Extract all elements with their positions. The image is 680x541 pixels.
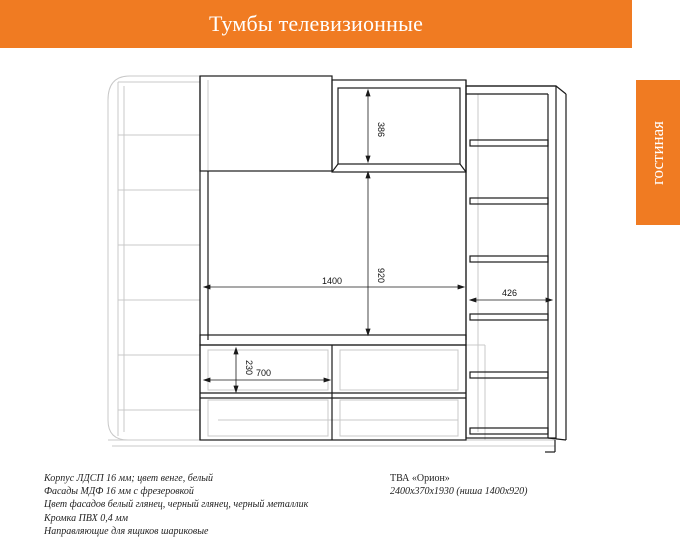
dim-niche-width: 1400 xyxy=(322,276,343,286)
upper-niche-box xyxy=(332,80,466,172)
dim-niche-height: 920 xyxy=(376,268,386,284)
spec-line: Направляющие для ящиков шариковые xyxy=(44,525,209,537)
specs-list xyxy=(44,472,308,538)
dim-drawer-width: 700 xyxy=(256,368,272,378)
category-tab-label: гостиная xyxy=(648,120,668,185)
model-info xyxy=(390,472,528,498)
dim-right-cabinet-width: 426 xyxy=(502,288,518,298)
spec-line: Корпус ЛДСП 16 мм; цвет венге, белый xyxy=(44,473,214,484)
upper-left-box xyxy=(200,76,332,171)
dim-top-shelf-height: 386 xyxy=(376,122,386,138)
page-title: Тумбы телевизионные xyxy=(208,11,424,36)
tv-shelf xyxy=(200,335,466,345)
model-name: ТВА «Орион» xyxy=(390,473,450,484)
spec-line: Цвет фасадов белый глянец, черный глянец, черный металлик xyxy=(44,499,309,511)
dim-drawer-height: 230 xyxy=(244,360,254,376)
model-size: 2400х370х1930 (ниша 1400х920) xyxy=(390,486,528,498)
spec-line: Фасады МДФ 16 мм с фрезеровкой xyxy=(44,486,194,498)
spec-line: Кромка ПВХ 0,4 мм xyxy=(44,512,129,524)
